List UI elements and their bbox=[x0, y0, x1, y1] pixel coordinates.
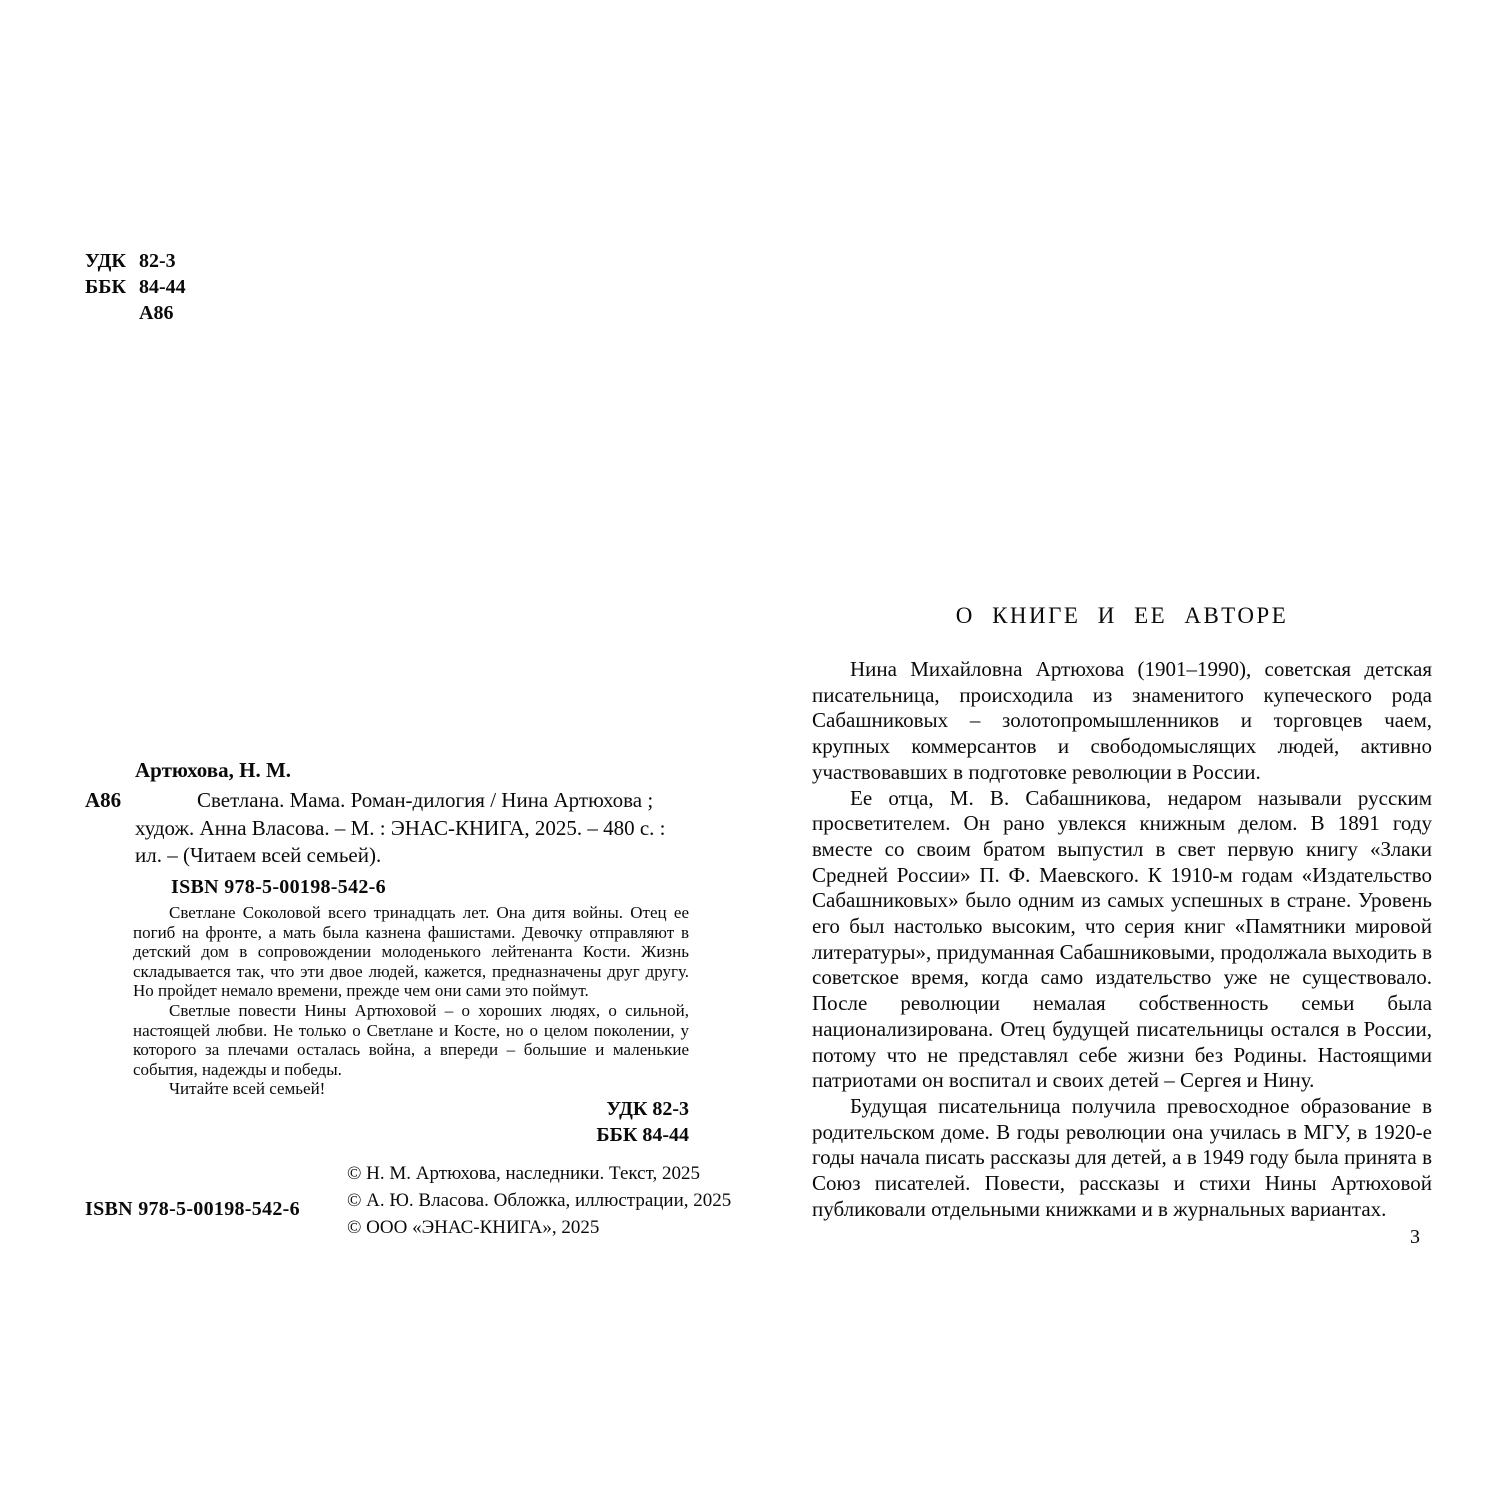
copyright-line: © ООО «ЭНАС-КНИГА», 2025 bbox=[347, 1217, 600, 1238]
udk-top-line bbox=[85, 248, 186, 274]
udk-bottom: УДК 82-3 bbox=[606, 1098, 689, 1120]
about-paragraph: Нина Михайловна Артюхова (1901–1990), советская детская писательница, происходила из знаменитого купеческого рода Сабашниковых – золотопромышленников и торговцев чаем, крупных коммерсантов и свободомыслящих людей, активно участвовавших в подготовке революции в России. bbox=[812, 657, 1432, 784]
codes-bottom-block bbox=[133, 1096, 689, 1148]
bbk-value: 84-44 bbox=[139, 276, 186, 298]
cip-record: Светлана. Мама. Роман-дилогия / Нина Артюхова ; худож. Анна Власова. – М. : ЭНАС-КНИГА, 2025. – 480 с. : ил. – (Читаем всей семьей). bbox=[135, 788, 666, 867]
isbn-bottom: ISBN 978-5-00198-542-6 bbox=[85, 1198, 300, 1220]
annotation-paragraph: Светлые повести Нины Артюховой – о хороших людях, о сильной, настоящей любви. Не только о Светлане и Косте, но о целом поколении, у которого за плечами осталась война, а впереди – большие и маленькие события, надежды и победы. bbox=[133, 1000, 689, 1079]
top-codes-block bbox=[85, 248, 186, 326]
cip-author-heading: Артюхова, Н. М. bbox=[135, 758, 292, 782]
about-paragraph: Будущая писательница получила превосходное образование в родительском доме. В годы революции она училась в МГУ, в 1920-е годы начала писать рассказы для детей, а в 1949 году была принята в Союз писателей. Повести, рассказы и стихи Нины Артюховой публиковали отдельными книжками и в журнальных вариантах. bbox=[812, 1093, 1432, 1221]
udk-label: УДК bbox=[85, 250, 126, 272]
bbk-label: ББК bbox=[85, 276, 126, 298]
about-paragraph: Ее отца, М. В. Сабашникова, недаром называли русским просветителем. Он рано увлекся книжным делом. В 1891 году вместе со своим братом выпустил в свет первую книгу «Злаки Средней России» П. Ф. Маевского. К 1910-м годам «Издательство Сабашниковых» было одним из самых успешных в стране. Уровень его был настолько высоким, что серия книг «Памятники мировой литературы», придуманная Сабашниковыми, продолжала выходить в советское время, когда само издательство уже не существовало. После революции немалая собственность семьи была национализирована. Отец будущей писательницы остался в России, потому что не представлял себе жизни без Родины. Настоящими патриотами он воспитал и своих детей – Сергея и Нину. bbox=[812, 785, 1432, 1093]
udk-value: 82-3 bbox=[139, 250, 176, 272]
bbk-top-line bbox=[85, 274, 186, 300]
cip-isbn: ISBN 978-5-00198-542-6 bbox=[171, 876, 386, 898]
reading-cta: Читайте всей семьей! bbox=[169, 1079, 326, 1099]
about-body bbox=[812, 657, 1432, 1222]
about-title: О КНИГЕ И ЕЕ АВТОРЕ bbox=[955, 603, 1289, 628]
copyright-line: © Н. М. Артюхова, наследники. Текст, 2025 bbox=[347, 1163, 700, 1184]
annotation-block bbox=[133, 903, 689, 1099]
copyright-line: © А. Ю. Власова. Обложка, иллюстрации, 2025 bbox=[347, 1190, 732, 1211]
annotation-paragraph: Светлане Соколовой всего тринадцать лет. Она дитя войны. Отец ее погиб на фронте, а мать была казнена фашистами. Девочку отправляют в детский дом в сопровождении молоденького лейтенанта Кости. Жизнь складывается так, что эти двое людей, кажется, предназначены друг другу. Но пройдет немало времени, прежде чем они сами это поймут. bbox=[133, 903, 689, 1001]
bbk-bottom: ББК 84-44 bbox=[596, 1124, 689, 1146]
copyright-block bbox=[347, 1160, 731, 1241]
cip-entry-code: А86 bbox=[85, 788, 122, 812]
page-number: 3 bbox=[1410, 1226, 1420, 1248]
author-sign-code: А86 bbox=[139, 302, 174, 324]
